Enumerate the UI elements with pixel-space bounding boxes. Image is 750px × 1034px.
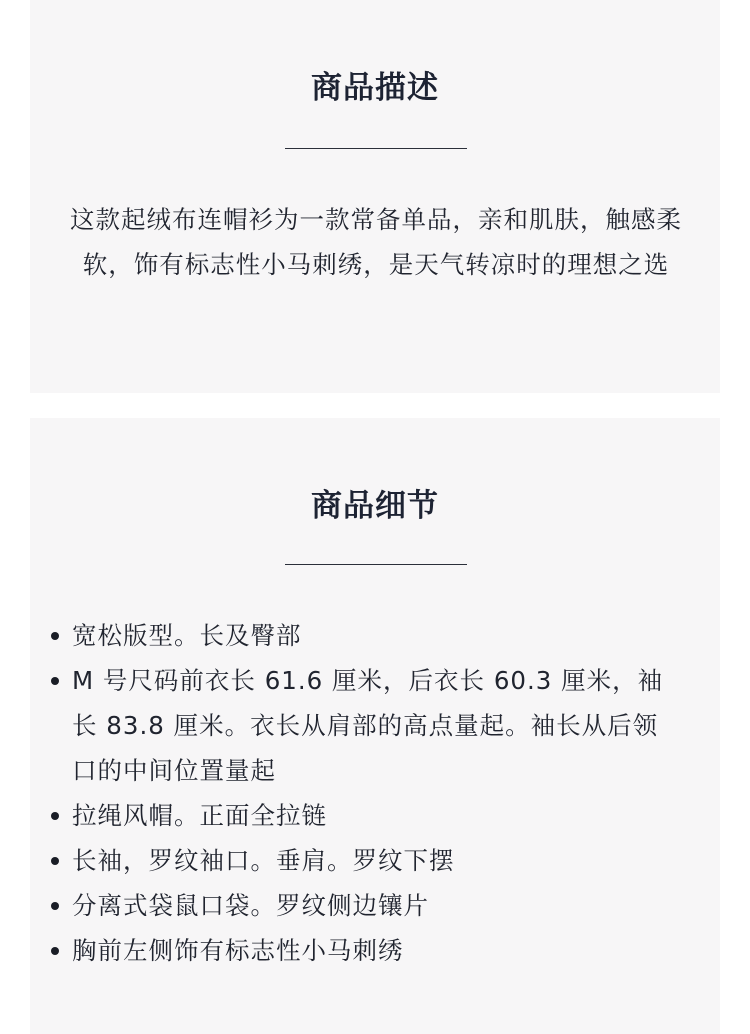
details-divider [285, 564, 467, 565]
detail-item-embroidery: 胸前左侧饰有标志性小马刺绣 [72, 928, 682, 973]
description-text: 这款起绒布连帽衫为一款常备单品，亲和肌肤，触感柔软，饰有标志性小马刺绣，是天气转凉时的理想之选 [70, 205, 682, 279]
details-title: 商品细节 [311, 488, 439, 524]
detail-item-measurements: M 号尺码前衣长 61.6 厘米，后衣长 60.3 厘米，袖长 83.8 厘米。衣长从肩部的高点量起。袖长从后领口的中间位置量起 [72, 658, 682, 793]
product-details-card [30, 418, 720, 1034]
detail-item-pocket: 分离式袋鼠口袋。罗纹侧边镶片 [72, 883, 682, 928]
details-list [72, 613, 682, 973]
detail-item-fit: 宽松版型。长及臀部 [72, 613, 682, 658]
description-divider [285, 148, 467, 149]
detail-item-hood: 拉绳风帽。正面全拉链 [72, 793, 682, 838]
description-title: 商品描述 [311, 70, 439, 106]
detail-item-sleeves: 长袖，罗纹袖口。垂肩。罗纹下摆 [72, 838, 682, 883]
product-description-card [30, 0, 720, 393]
